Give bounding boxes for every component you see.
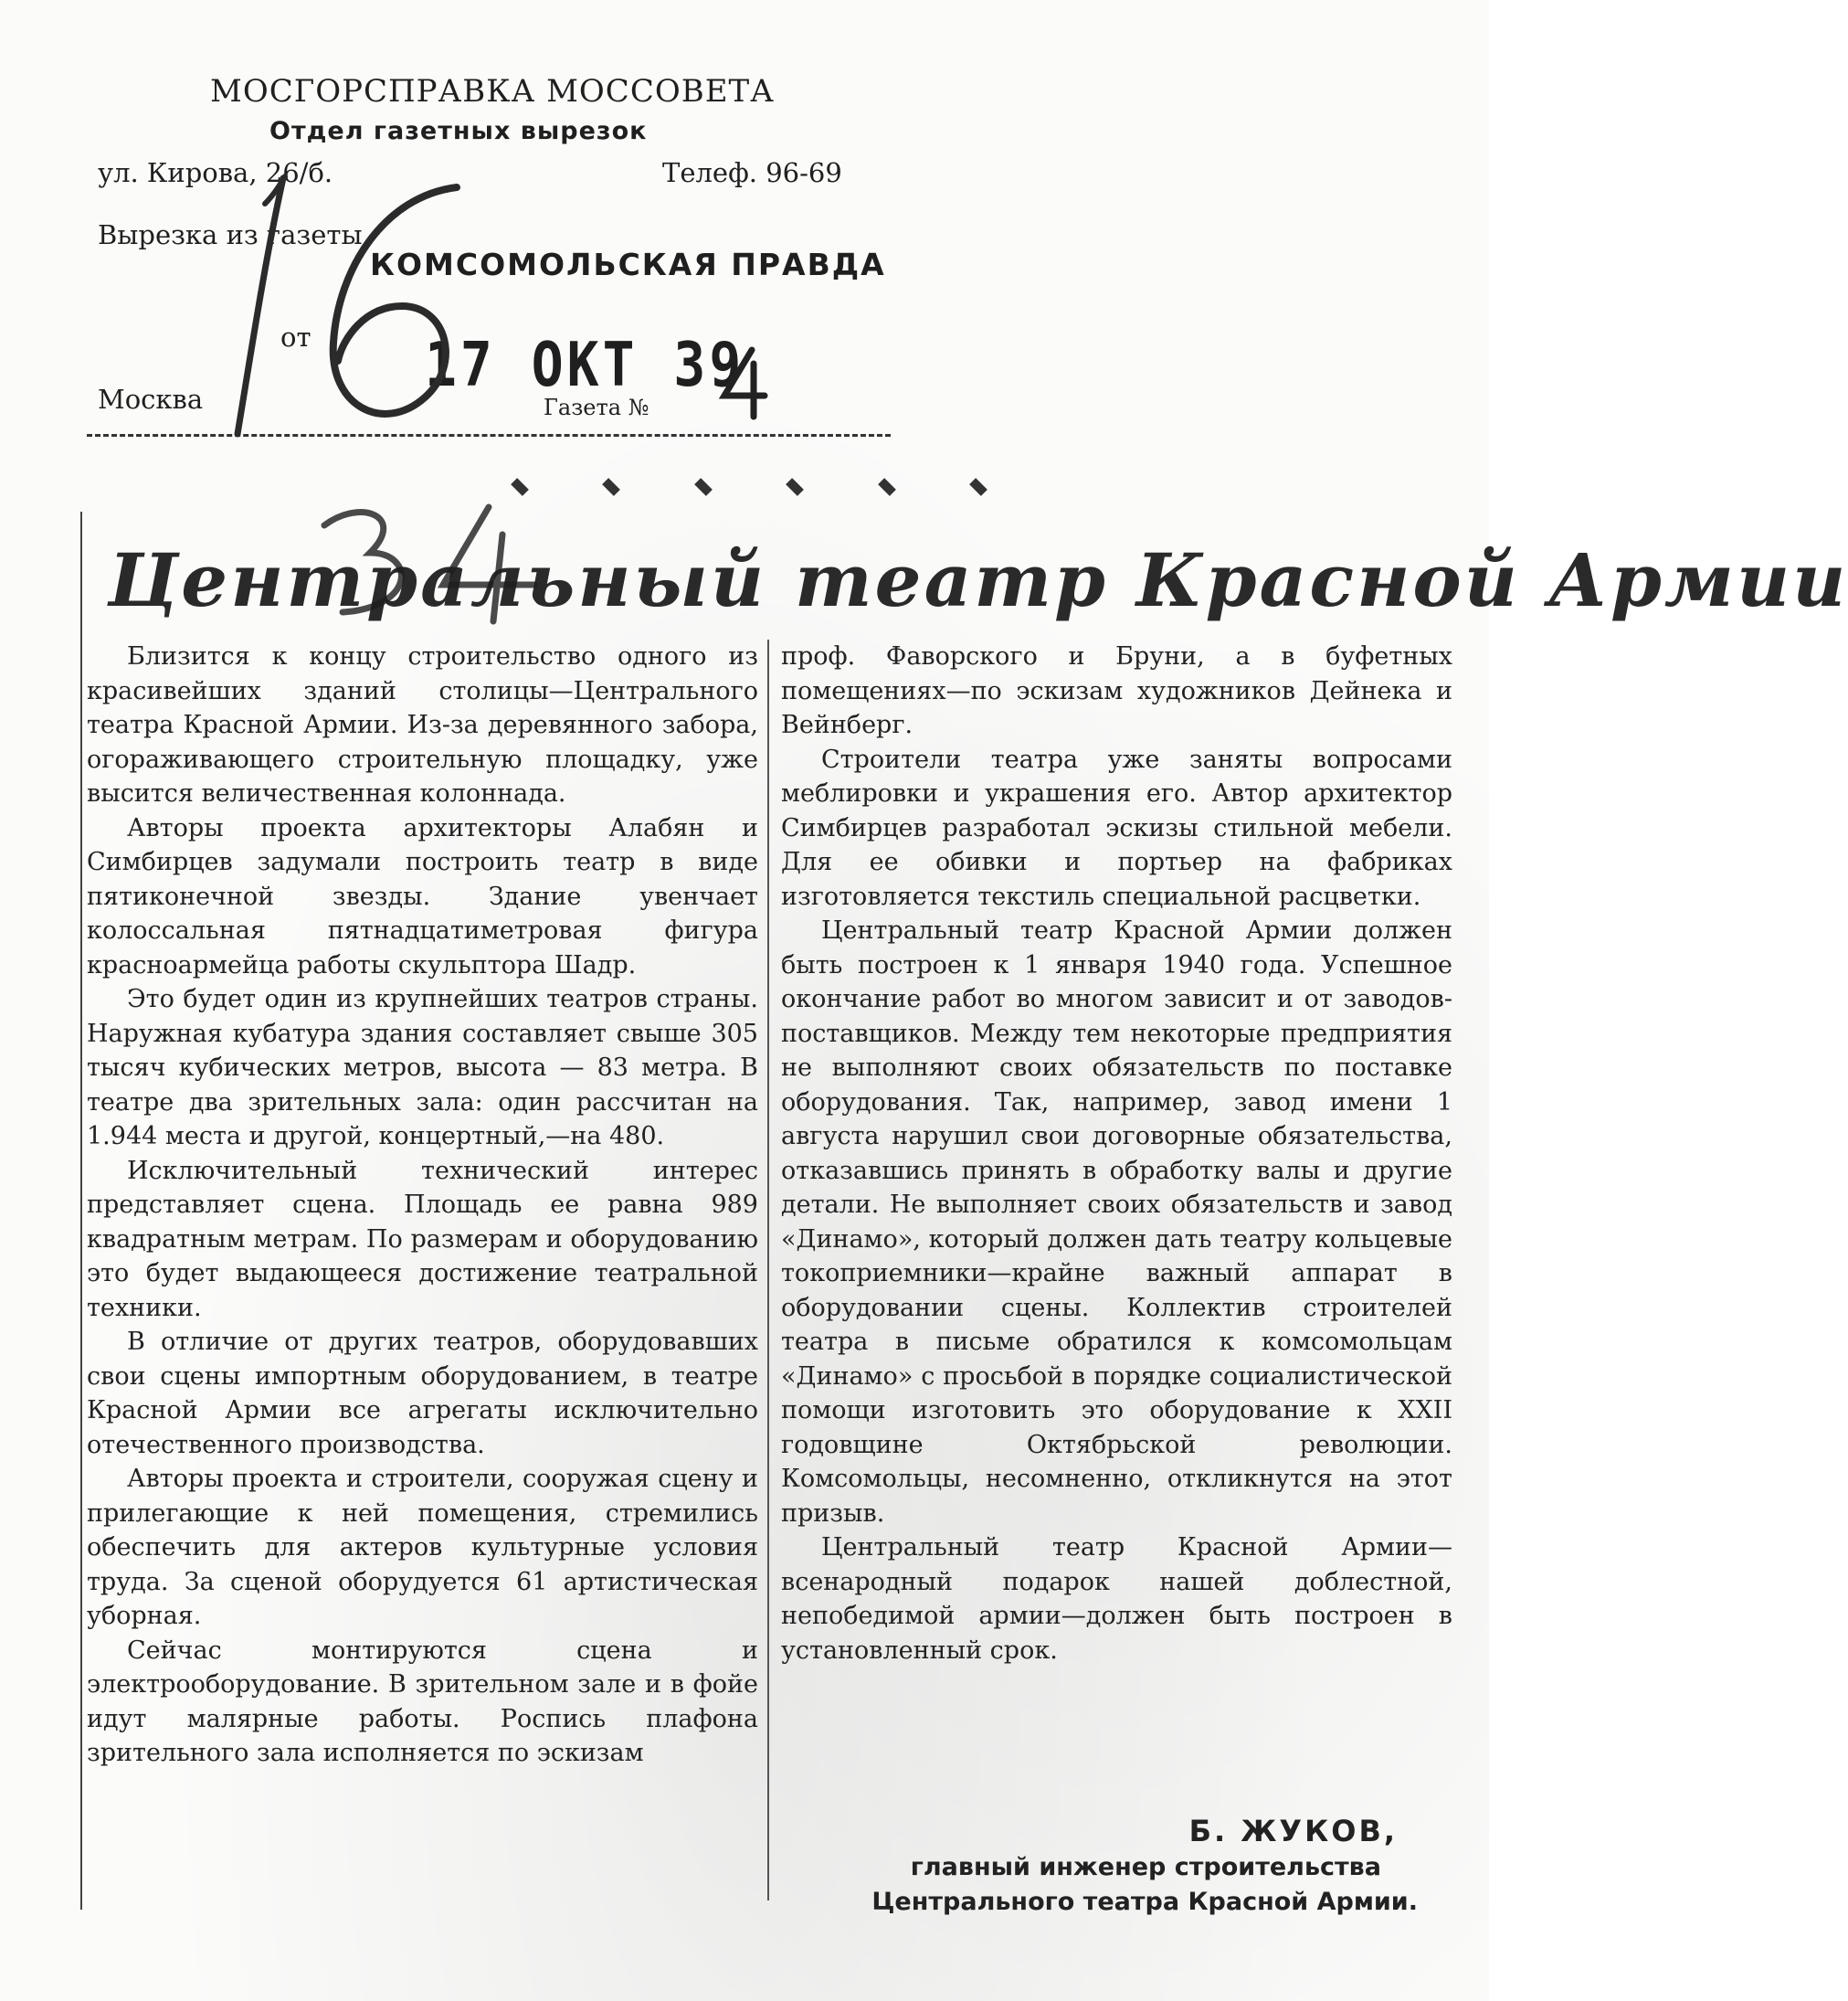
left-margin-rule <box>80 512 82 1910</box>
stamp-address: ул. Кирова, 26/б. <box>98 157 333 188</box>
stamp-paper-number-label: Газета № <box>544 395 649 420</box>
stamp-organization: МОСГОРСПРАВКА МОССОВЕТА <box>210 73 775 110</box>
diamond-ornament-icon <box>603 478 621 496</box>
stamp-department: Отдел газетных вырезок <box>269 117 648 145</box>
stamp-newspaper-name: КОМСОМОЛЬСКАЯ ПРАВДА <box>370 247 886 282</box>
diamond-ornament-icon <box>694 478 713 496</box>
stamp-date: 17 ОКТ 39 <box>425 328 745 401</box>
article-right-column <box>781 640 1452 1668</box>
article-left-column <box>87 640 758 1771</box>
stamp-dashed-rule <box>87 434 891 437</box>
stamp-city: Москва <box>98 384 204 415</box>
author-title-line-1: главный инженер строительства <box>910 1853 1381 1881</box>
stamp-from-label: от <box>280 322 312 353</box>
handwritten-number-16-mark <box>228 160 530 452</box>
stamp-phone: Телеф. 96-69 <box>662 157 842 188</box>
diamond-ornament-icon <box>878 478 896 496</box>
author-title-line-2: Центрального театра Красной Армии. <box>871 1888 1418 1916</box>
article-headline: Центральный театр Красной Армии <box>108 537 1848 623</box>
diamond-ornament-icon <box>511 478 529 496</box>
stamp-clipping-label: Вырезка из газеты <box>98 219 363 250</box>
article-paragraph: В отличие от других театров, оборудовавших свои сцены импортным оборудованием, в театре Красной Армии все агрегаты исключительно отечественного производства. <box>87 1328 758 1459</box>
column-divider-rule <box>767 640 769 1900</box>
author-name: Б. ЖУКОВ, <box>1188 1814 1398 1848</box>
decorative-ornament-row <box>512 473 987 501</box>
article-paragraph: Близится к концу строительство одного из красивейших зданий столицы—Центрального театра Красной Армии. Из-за деревянного забора, огораживающего строительную площадку, уже высится величественная колоннада. <box>87 642 758 808</box>
clipping-service-stamp <box>87 55 891 439</box>
article-paragraph: Авторы проекта архитекторы Алабян и Симбирцев задумали построить театр в виде пятиконечной звезды. Здание увенчает колоссальная пятнадцатиметровая фигура красноармейца работы скульптора Шадр. <box>87 813 758 979</box>
article-paragraph: Это будет один из крупнейших театров страны. Наружная кубатура здания составляет свыше 305 тысяч кубических метров, высота — 83 метра. В театре два зрительных зала: один рассчитан на 1.944 места и другой, концертный,—на 480. <box>87 985 758 1150</box>
article-paragraph: Центральный театр Красной Армии должен быть построен к 1 января 1940 года. Успешное окончание работ во многом зависит и от заводов-поставщиков. Между тем некоторые предприятия не выполняют своих обязательств по поставке оборудования. Так, например, завод имени 1 августа нарушил свои договорные обязательства, отказавшись принять в обработку валы и другие детали. Не выполняет своих обязательств и завод «Динамо», который должен дать театру кольцевые токоприемники—крайне важный аппарат в оборудовании сцены. Коллектив строителей театра в письме обратился к комсомольцам «Динамо» с просьбой в порядке социалистической помощи изготовить это оборудование к XXII годовщине Октябрьской революции. Комсомольцы, несомненно, откликнутся на этот призыв. <box>781 916 1452 1528</box>
article-paragraph: Авторы проекта и строители, сооружая сцену и прилегающие к ней помещения, стремились обеспечить для актеров культурные условия труда. За сценой оборудуется 61 артистическая уборная. <box>87 1465 758 1630</box>
article-paragraph: проф. Фаворского и Бруни, а в буфетных помещениях—по эскизам художников Дейнека и Вейнберг. <box>781 642 1452 739</box>
article-paragraph: Исключительный технический интерес представляет сцена. Площадь ее равна 989 квадратным метрам. По размерам и оборудованию это будет выдающееся достижение театральной техники. <box>87 1156 758 1322</box>
article-paragraph: Строители театра уже заняты вопросами меблировки и украшения его. Автор архитектор Симбирцев разработал эскизы стильной мебели. Для ее обивки и портьер на фабриках изготовляется текстиль специальной расцветки. <box>781 745 1452 911</box>
diamond-ornament-icon <box>786 478 804 496</box>
article-paragraph: Сейчас монтируются сцена и электрооборудование. В зрительном зале и в фойе идут малярные работы. Роспись плафона зрительного зала исполняется по эскизам <box>87 1636 758 1767</box>
diamond-ornament-icon <box>969 478 987 496</box>
article-paragraph: Центральный театр Красной Армии—всенародный подарок нашей доблестной, непобедимой армии—должен быть построен в установленный срок. <box>781 1533 1452 1665</box>
